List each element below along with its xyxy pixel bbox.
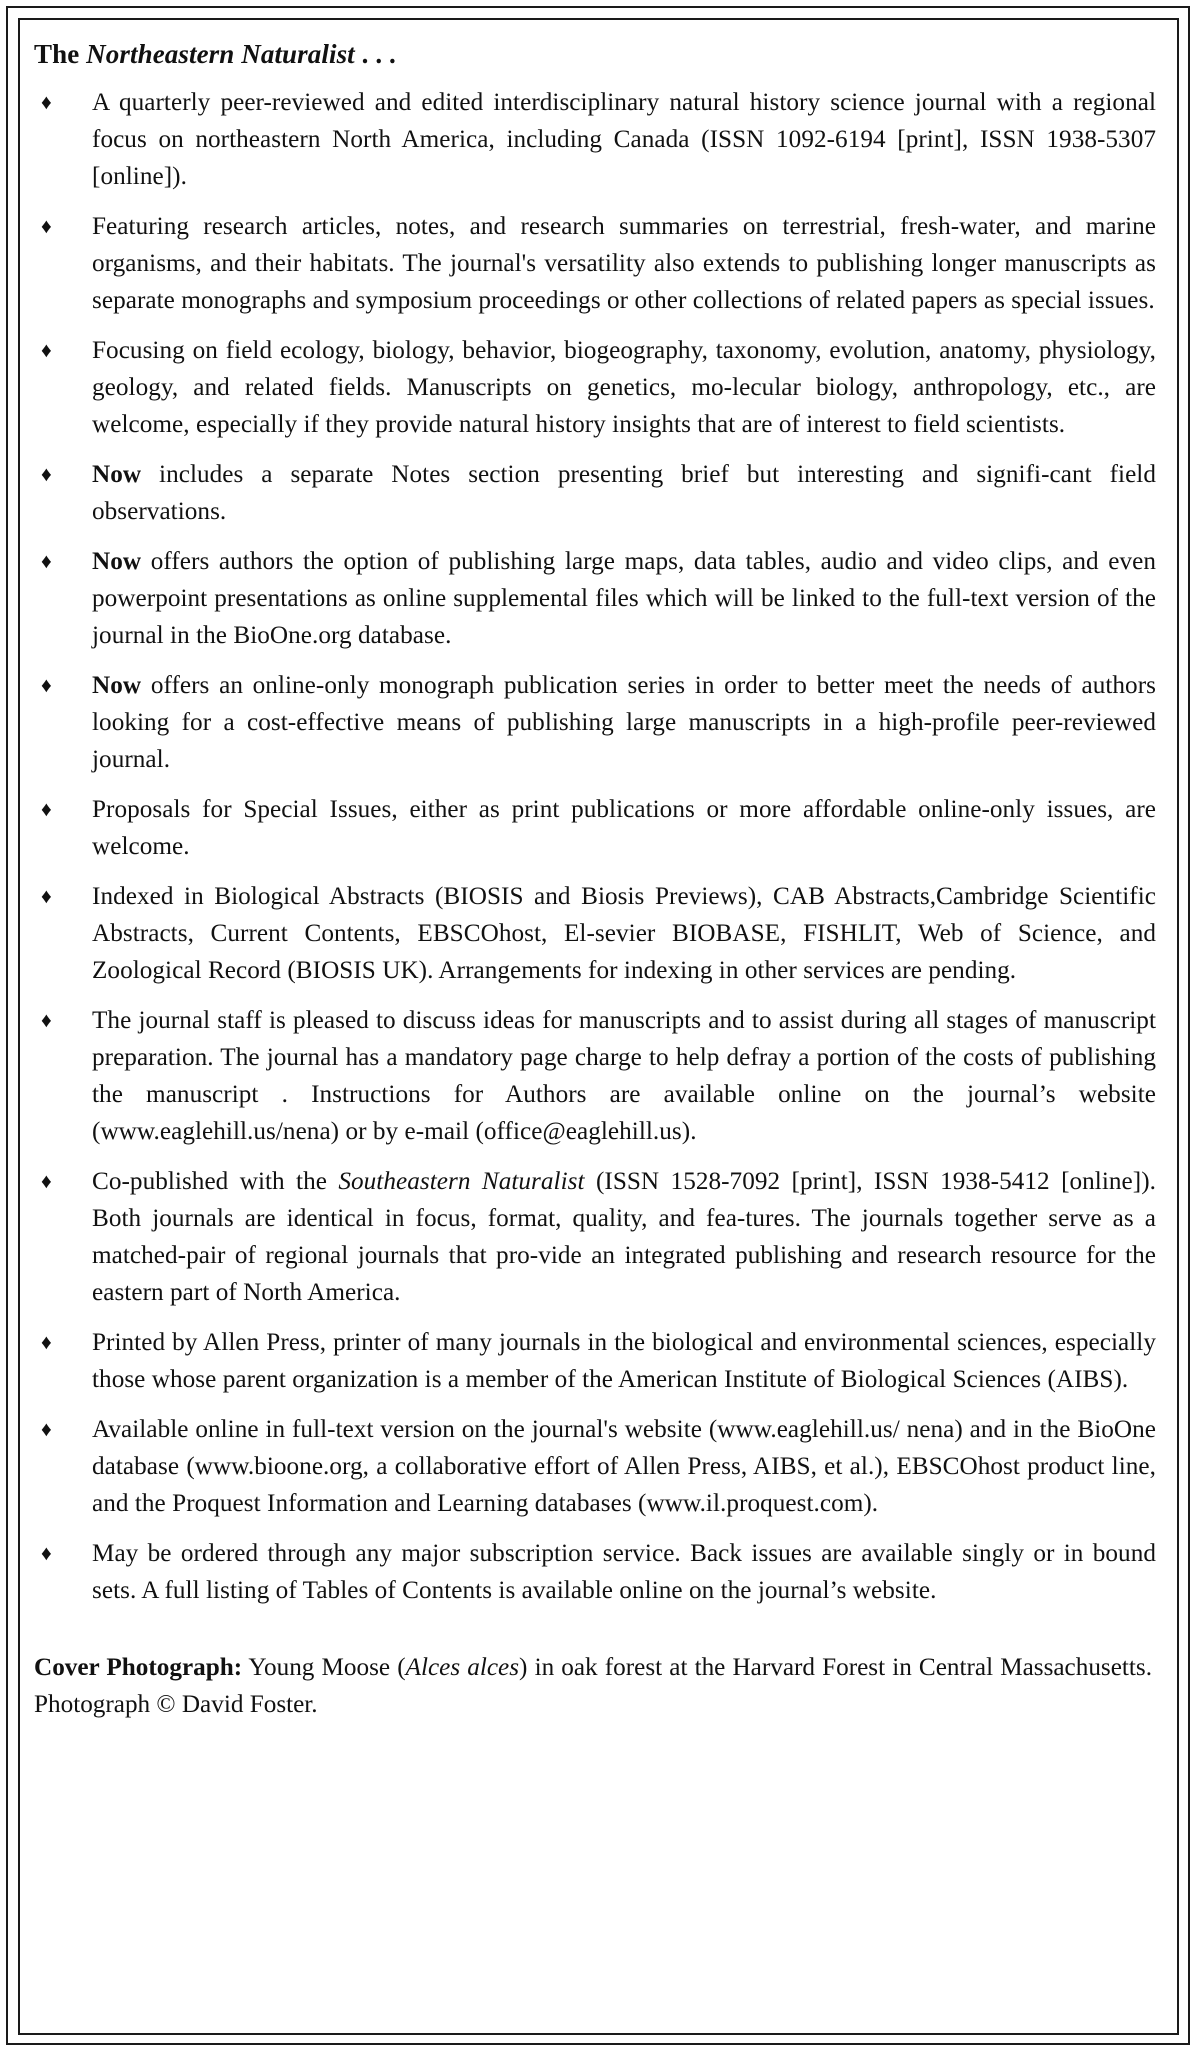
- diamond-bullet-icon: ♦: [41, 1540, 52, 1565]
- item-lead: Now: [92, 461, 142, 488]
- list-item: [34, 1002, 1156, 1151]
- item-text: includes a separate Notes section presenting brief but interesting and signifi-cant field observations.: [92, 461, 1156, 526]
- list-item: [34, 456, 1156, 530]
- item-text: A quarterly peer-reviewed and edited interdisciplinary natural history science journal with a regional focus on northeastern North America, including Canada (ISSN 1092-6194 [print], ISSN 1938-5307 [online]).: [92, 89, 1156, 191]
- journal-name: Northeastern Naturalist: [86, 39, 355, 69]
- item-text: May be ordered through any major subscription service. Back issues are available singly or in bound sets. A full listing of Tables of Contents is available online on the journal’s website.: [92, 1539, 1156, 1604]
- caption-text: Young Moose (: [242, 1654, 406, 1682]
- companion-journal-name: Southeastern Naturalist: [338, 1167, 585, 1195]
- diamond-bullet-icon: ♦: [41, 672, 52, 697]
- journal-info-panel: [34, 36, 1156, 1749]
- list-item: [34, 543, 1156, 655]
- diamond-bullet-icon: ♦: [41, 796, 52, 821]
- title-prefix: The: [34, 39, 80, 69]
- caption-text: ) in oak forest at the Harvard Forest in Central Massachusetts. Photograph © David Foster.: [34, 1654, 1153, 1719]
- list-item: [34, 1535, 1156, 1609]
- list-item: [34, 84, 1156, 196]
- feature-list: [34, 84, 1156, 1609]
- caption-label: Cover Photograph:: [34, 1654, 243, 1682]
- item-text: (ISSN 1528-7092 [print], ISSN 1938-5412 [online]). Both journals are identical in focus, format, quality, and fea-tures. The journals together serve as a matched-pair of regional journals that pro-vide an integrated publishing and research resource for the eastern part of North America.: [92, 1167, 1156, 1307]
- list-item: [34, 1163, 1156, 1312]
- item-text: offers an online-only monograph publication series in order to better meet the needs of authors looking for a cost-effective means of publishing large manuscripts in a high-profile peer-reviewed journal.: [92, 671, 1156, 774]
- diamond-bullet-icon: ♦: [41, 1168, 52, 1193]
- list-item: [34, 332, 1156, 444]
- diamond-bullet-icon: ♦: [41, 462, 52, 486]
- diamond-bullet-icon: ♦: [41, 883, 52, 908]
- item-text: Indexed in Biological Abstracts (BIOSIS and Biosis Previews), CAB Abstracts,Cambridge Scientific Abstracts, Current Contents, EBSCOhost, El-sevier BIOBASE, FISHLIT, Web of Science, and Zoological Record (BIOSIS UK). Arrangements for indexing in other services are pending.: [92, 882, 1156, 984]
- list-item: [34, 878, 1156, 990]
- item-text: Available online in full-text version on the journal's website (www.eaglehill.us/ nena) and in the BioOne database (www.bioone.org, a collaborative effort of Allen Press, AIBS, et al.), EBSCOhost product line, and the Proquest Information and Learning databases (www.il.proquest.com).: [92, 1415, 1156, 1518]
- diamond-bullet-icon: ♦: [41, 1330, 52, 1354]
- cover-photo-caption: [34, 1649, 1156, 1723]
- item-text: Focusing on field ecology, biology, behavior, biogeography, taxonomy, evolution, anatomy, physiology, geology, and related fields. Manuscripts on genetics, mo-lecular biology, anthropology, etc., are welcome, especially if they provide natural history insights that are of interest to field scientists.: [92, 337, 1156, 439]
- diamond-bullet-icon: ♦: [41, 90, 52, 114]
- item-lead: Now: [92, 547, 142, 575]
- list-item: [34, 1324, 1156, 1398]
- item-text: Printed by Allen Press, printer of many journals in the biological and environmental sciences, especially those whose parent organization is a member of the American Institute of Biological Sciences (AIBS).: [92, 1329, 1156, 1394]
- item-text: Featuring research articles, notes, and research summaries on terrestrial, fresh-water, and marine organisms, and their habitats. The journal's versatility also extends to publishing longer manuscripts as separate monographs and symposium proceedings or other collections of related papers as special issues.: [92, 213, 1156, 315]
- diamond-bullet-icon: ♦: [41, 1007, 52, 1032]
- title-ellipsis: . . .: [354, 39, 396, 69]
- item-text: Co-published with the: [92, 1167, 339, 1195]
- diamond-bullet-icon: ♦: [41, 338, 52, 362]
- item-text: Proposals for Special Issues, either as print publications or more affordable online-only issues, are welcome.: [92, 795, 1156, 860]
- list-item: [34, 667, 1156, 779]
- page-title: [34, 36, 1156, 72]
- item-text: offers authors the option of publishing large maps, data tables, audio and video clips, and even powerpoint presentations as online supplemental files which will be linked to the full-text version of the journal in the BioOne.org database.: [92, 547, 1156, 650]
- diamond-bullet-icon: ♦: [41, 214, 52, 238]
- diamond-bullet-icon: ♦: [41, 548, 52, 573]
- item-text: The journal staff is pleased to discuss ideas for manuscripts and to assist during all stages of manuscript preparation. The journal has a mandatory page charge to help defray a portion of the costs of publishing the manuscript . Instructions for Authors are available online on the journal’s website (www.eaglehill.us/nena) or by e-mail (office@eaglehill.us).: [92, 1006, 1156, 1146]
- list-item: [34, 791, 1156, 865]
- list-item: [34, 208, 1156, 320]
- list-item: [34, 1411, 1156, 1523]
- species-name: Alces alces: [405, 1654, 520, 1682]
- diamond-bullet-icon: ♦: [41, 1416, 52, 1441]
- item-lead: Now: [92, 671, 142, 699]
